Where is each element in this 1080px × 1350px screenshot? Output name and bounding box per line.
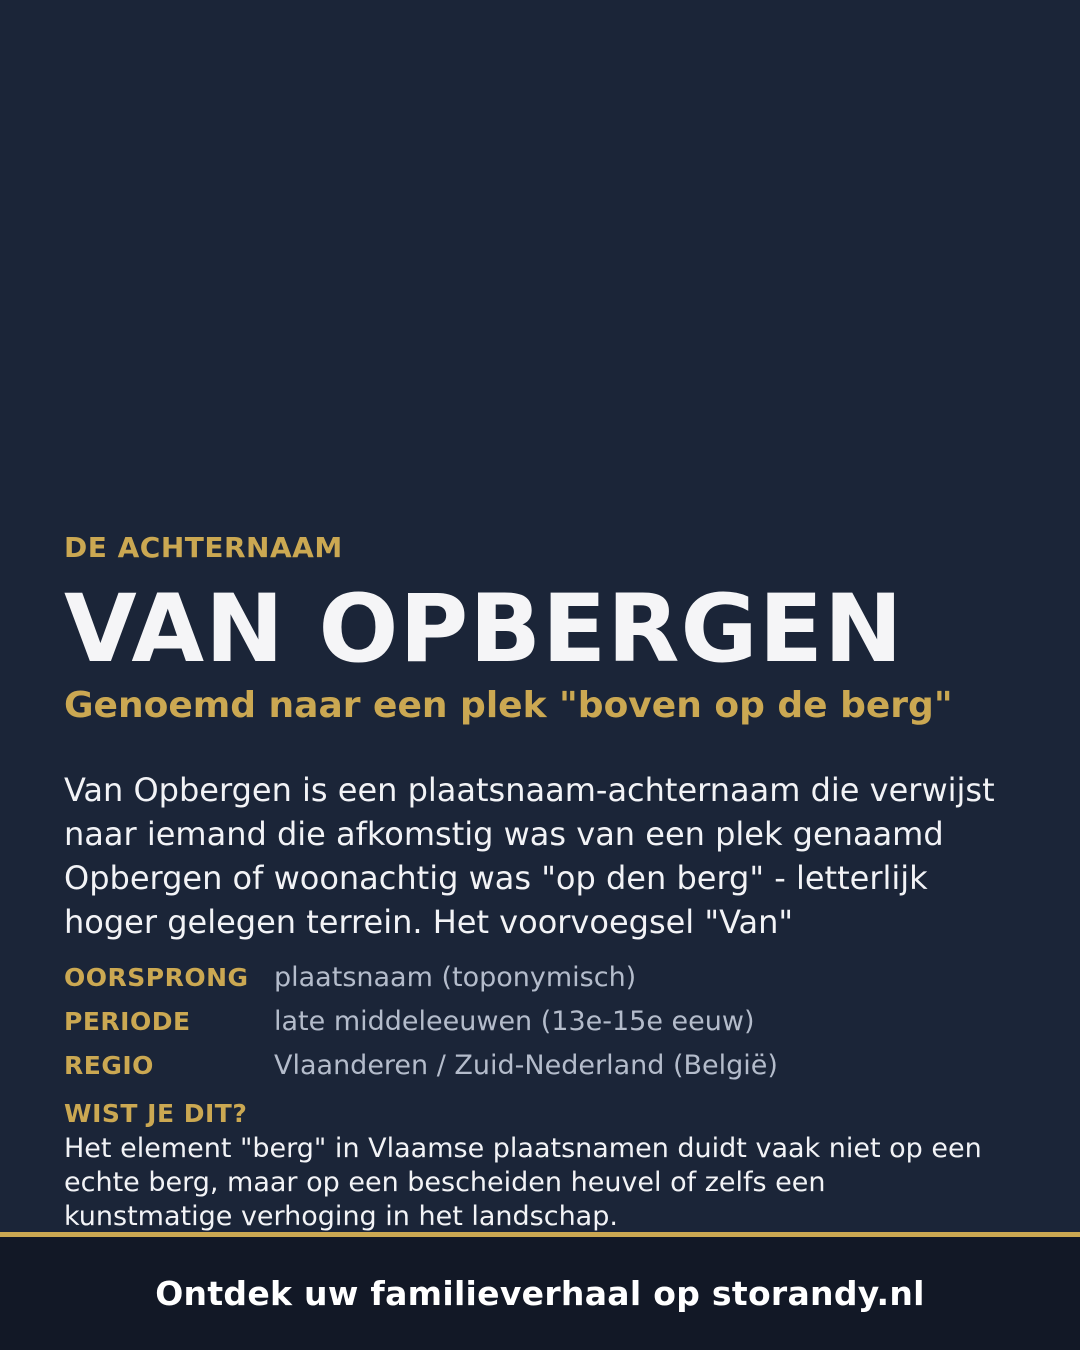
facts-list [64, 962, 1024, 1094]
fact-row-origin [64, 962, 1024, 1006]
did-you-know-label: WIST JE DIT? [64, 1099, 248, 1128]
fact-label-region: REGIO [64, 1051, 154, 1080]
fact-row-period [64, 1006, 1024, 1050]
fact-label-period: PERIODE [64, 1007, 191, 1036]
footer-cta-text: Ontdek uw familieverhaal op storandy.nl [155, 1274, 925, 1313]
fact-value-origin: plaatsnaam (toponymisch) [274, 962, 637, 993]
surname-tagline: Genoemd naar een plek "boven op de berg" [64, 685, 953, 726]
fact-row-region [64, 1050, 1024, 1094]
surname-description: Van Opbergen is een plaatsnaam-achternaam die verwijst naar iemand die afkomstig was van een plek genaamd Opbergen of woonachtig was "op den berg" - letterlijk hoger gelegen terrein. Het voorvoegsel "Van" [64, 771, 995, 941]
surname-card [64, 530, 1024, 1234]
did-you-know-text: Het element "berg" in Vlaamse plaatsnamen duidt vaak niet op een echte berg, maar op een bescheiden heuvel of zelfs een kunstmatige verhoging in het landschap. [64, 1133, 982, 1232]
fact-value-region: Vlaanderen / Zuid-Nederland (België) [274, 1050, 778, 1081]
fact-label-origin: OORSPRONG [64, 963, 249, 992]
surname-title: VAN OPBERGEN [64, 575, 904, 684]
eyebrow-label: DE ACHTERNAAM [64, 531, 343, 564]
footer-banner [0, 1232, 1080, 1350]
fact-value-period: late middeleeuwen (13e-15e eeuw) [274, 1006, 755, 1037]
